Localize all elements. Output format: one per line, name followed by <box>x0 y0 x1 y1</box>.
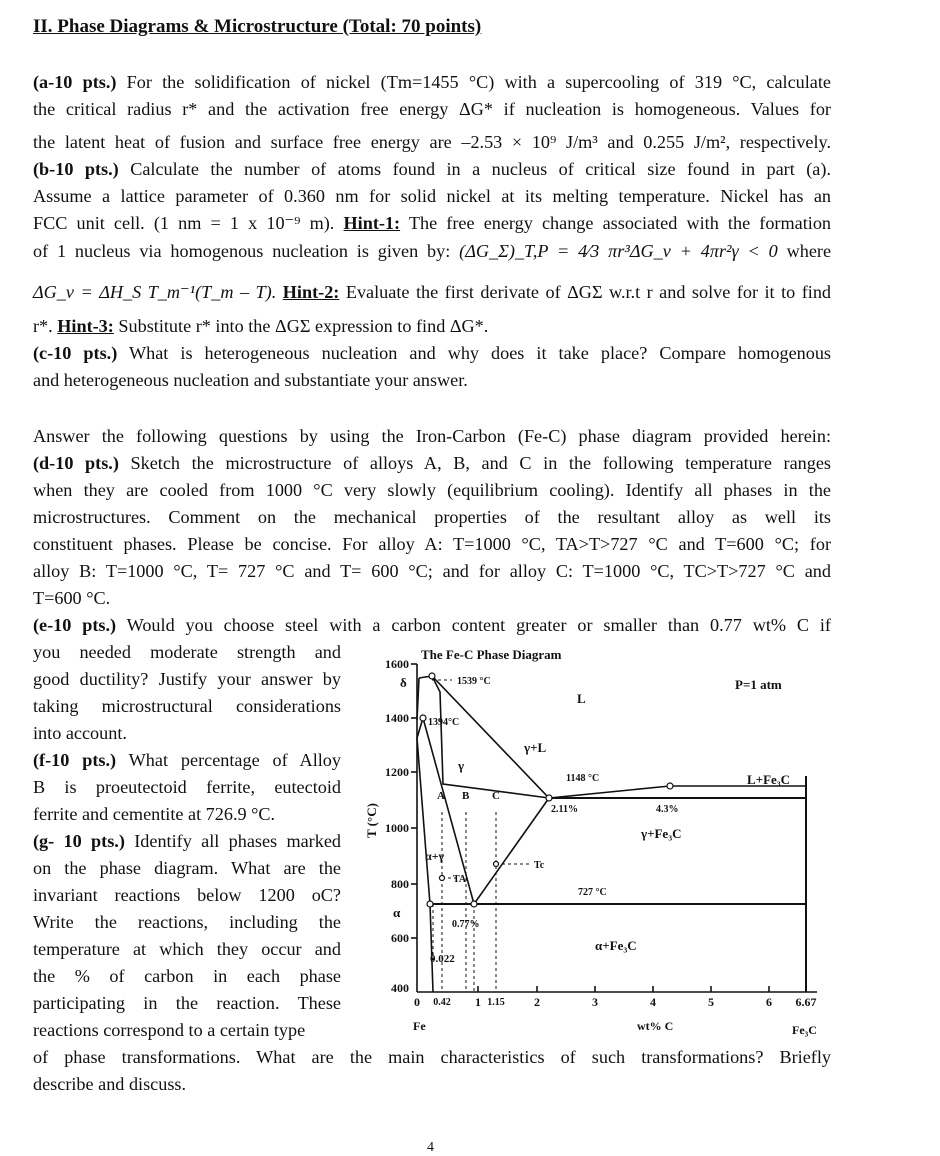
x-tick-1.15: 1.15 <box>487 997 505 1008</box>
page-number: 4 <box>427 1140 434 1155</box>
part-e-line-5: into account. <box>33 723 127 743</box>
part-g-line-6: the % of carbon in each phase <box>33 966 341 986</box>
t1148-label: 1148 °C <box>566 773 600 784</box>
c077-label: 0.77% <box>452 919 480 930</box>
part-b-text-4b: where <box>786 241 832 261</box>
region-alpha: α <box>393 905 401 920</box>
t1539-label: 1539 °C <box>457 676 491 687</box>
part-g-line-7: participating in the reaction. These <box>33 993 341 1013</box>
part-a-label: (a-10 pts.) <box>33 72 117 92</box>
part-f-line-2: B is proeutectoid ferrite, eutectoid <box>33 777 341 797</box>
hint-2-label: Hint-2: <box>282 282 340 302</box>
part-a-line-3: the latent heat of fusion and surface free energy are –2.53 × 10⁹ J/m³ and 0.255 J/m², respectively. <box>33 132 831 152</box>
part-d-line-6: T=600 °C. <box>33 588 111 608</box>
y-tick-600: 600 <box>391 931 409 945</box>
c0022-label: 0.022 <box>430 953 455 965</box>
hint-1-formula: (ΔG_Σ)_T,P = 4⁄3 πr³ΔG_v + 4πr²γ < 0 <box>459 241 778 261</box>
part-f-line-3: ferrite and cementite at 726.9 °C. <box>33 804 276 824</box>
region-liquid: L <box>577 691 586 706</box>
delta-gv-formula: ΔG_v = ΔH_S T_m⁻¹(T_m – T). <box>33 282 277 302</box>
c211-label: 2.11% <box>551 804 578 815</box>
diagram-title: The Fe-C Phase Diagram <box>421 647 562 662</box>
x-tick-0.42: 0.42 <box>433 997 451 1008</box>
y-axis-label: T (°C) <box>364 803 379 838</box>
region-liquid-cementite: L+Fe₃C <box>747 772 791 787</box>
y-tick-1200: 1200 <box>385 765 409 779</box>
ta-label: TA <box>453 874 467 885</box>
part-c-text-1: What is heterogeneous nucleation and why does it take place? Compare homogenous <box>117 343 831 363</box>
part-b-text-1: Calculate the number of atoms found in a nucleus of critical size found in part (a). <box>118 159 831 179</box>
part-b-text-3b: The free energy change associated with the formation <box>400 213 832 233</box>
fe-c-intro: Answer the following questions by using the Iron-Carbon (Fe-C) phase diagram provided herein: <box>33 426 831 446</box>
part-g-line-9: of phase transformations. What are the main characteristics of such transformations? Briefly <box>33 1047 831 1067</box>
part-b-text-4a: of 1 nucleus via homogenous nucleation is given by: <box>33 241 451 261</box>
part-f-text-1: What percentage of Alloy <box>116 750 341 770</box>
part-g-line-8: reactions correspond to a certain type <box>33 1020 306 1040</box>
part-b-label: (b-10 pts.) <box>33 159 119 179</box>
alpha-boundary <box>417 718 430 904</box>
part-d-label: (d-10 pts.) <box>33 453 119 473</box>
section-title: II. Phase Diagrams & Microstructure (Total: 70 points) <box>33 16 482 37</box>
part-c-label: (c-10 pts.) <box>33 343 118 363</box>
c43-label: 4.3% <box>656 804 679 815</box>
x-tick-5: 5 <box>708 995 714 1009</box>
x-axis-label: wt% C <box>637 1019 674 1033</box>
x-tick-4: 4 <box>650 995 656 1009</box>
alloy-c-label: C <box>492 790 500 802</box>
part-d-line-5: alloy B: T=1000 °C, T= 727 °C and T= 600 °C; and for alloy C: T=1000 °C, TC>T>727 °C and <box>33 561 831 581</box>
part-a-text-1: For the solidification of nickel (Tm=1455 °C) with a supercooling of 319 °C, calculate <box>116 72 831 92</box>
part-d-line-3: microstructures. Comment on the mechanical properties of the resultant alloy as well its <box>33 507 831 527</box>
part-g-line-3: invariant reactions below 1200 oC? <box>33 885 341 905</box>
part-e-line-2: you needed moderate strength and <box>33 642 341 662</box>
y-tick-800: 800 <box>391 877 409 891</box>
hint-1-label: Hint-1: <box>343 213 401 233</box>
part-g-line-4: Write the reactions, including the <box>33 912 341 932</box>
region-gamma-cementite: γ+Fe₃C <box>641 826 682 841</box>
part-e-label: (e-10 pts.) <box>33 615 117 635</box>
hint-3-label: Hint-3: <box>57 316 114 336</box>
part-e-line-3: good ductility? Justify your answer by <box>33 669 341 689</box>
region-alpha-gamma: α+γ <box>425 849 445 863</box>
part-g-label: (g- 10 pts.) <box>33 831 125 851</box>
part-g-text-1: Identify all phases marked <box>124 831 341 851</box>
y-tick-1000: 1000 <box>385 821 409 835</box>
a3-line <box>423 718 474 904</box>
region-gamma-liquid: γ+L <box>524 740 547 755</box>
part-d-line-2: when they are cooled from 1000 °C very slowly (equilibrium cooling). Identify all phases in the <box>33 480 831 500</box>
part-b-text-6b: Substitute r* into the ΔGΣ expression to find ΔG*. <box>113 316 489 336</box>
part-b-line-2: Assume a lattice parameter of 0.360 nm for solid nickel at its melting temperature. Nickel has an <box>33 186 831 206</box>
y-tick-1400: 1400 <box>385 711 409 725</box>
alloy-b-label: B <box>462 790 470 802</box>
part-d-text-1: Sketch the microstructure of alloys A, B, and C in the following temperature ranges <box>118 453 831 473</box>
y-tick-400: 400 <box>391 981 409 995</box>
x-tick-2: 2 <box>534 995 540 1009</box>
x-tick-3: 3 <box>592 995 598 1009</box>
part-b-text-3a: FCC unit cell. (1 nm = 1 x 10⁻⁹ m). <box>33 213 335 233</box>
fe-label: Fe <box>413 1019 426 1033</box>
tc-label: Tc <box>534 860 545 871</box>
x-tick-6.67: 6.67 <box>795 995 817 1009</box>
part-g-line-5: temperature at which they occur and <box>33 939 341 959</box>
part-g-line-2: on the phase diagram. What are the <box>33 858 341 878</box>
acm-line <box>474 798 549 904</box>
t1394-label: 1394°C <box>428 717 460 728</box>
part-d-line-4: constituent phases. Please be concise. For alloy A: T=1000 °C, TA>T>727 °C and T=600 °C; for <box>33 534 831 554</box>
part-b-text-6a: r*. <box>33 316 53 336</box>
delta-label: δ <box>400 675 407 690</box>
x-tick-1: 1 <box>475 995 481 1009</box>
part-b-text-5b: Evaluate the first derivate of ΔGΣ w.r.t r and solve for it to find <box>339 282 832 302</box>
x-tick-6: 6 <box>766 995 772 1009</box>
y-tick-1600: 1600 <box>385 657 409 671</box>
part-c-line-2: and heterogeneous nucleation and substantiate your answer. <box>33 370 468 390</box>
region-gamma: γ <box>458 758 465 773</box>
t727-label: 727 °C <box>578 887 607 898</box>
x-tick-0: 0 <box>414 995 420 1009</box>
alloy-a-label: A <box>437 790 445 802</box>
part-g-line-10: describe and discuss. <box>33 1074 187 1094</box>
part-e-text-1: Would you choose steel with a carbon content greater or smaller than 0.77 wt% C if <box>116 615 831 635</box>
pressure-label: P=1 atm <box>735 677 782 692</box>
fe3c-axis-label: Fe₃C <box>792 1023 817 1037</box>
part-a-line-2: the critical radius r* and the activation free energy ΔG* if nucleation is homogeneous. Values for <box>33 99 831 119</box>
part-f-label: (f-10 pts.) <box>33 750 117 770</box>
part-e-line-4: taking microstructural considerations <box>33 696 341 716</box>
region-alpha-cementite: α+Fe₃C <box>595 938 637 953</box>
